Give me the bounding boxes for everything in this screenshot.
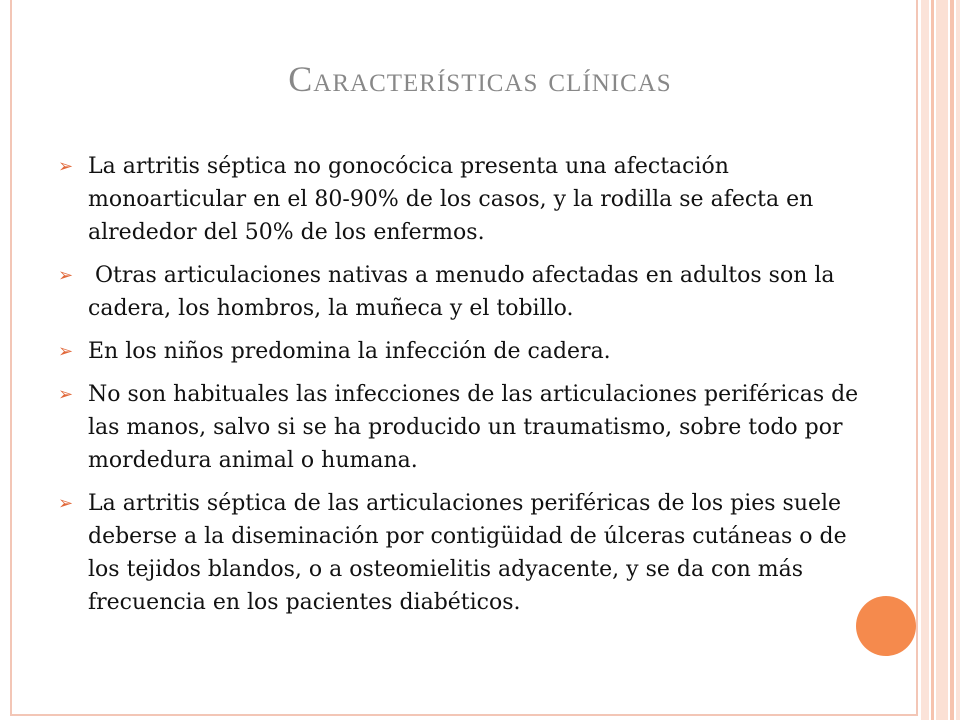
bullet-text: La artritis séptica no gonocócica presenta una afectación monoarticular en el 80-90% de los casos, y la rodilla se afecta en alrededor del 50% de los enfermos. — [88, 154, 814, 245]
bullet-text: Otras articulaciones nativas a menudo afectadas en adultos son la cadera, los hombros, la muñeca y el tobillo. — [88, 263, 842, 321]
bullet-list — [56, 150, 876, 629]
arrowhead-right-icon: ➢ — [58, 265, 74, 286]
bullet-item — [56, 150, 876, 249]
arrowhead-right-icon: ➢ — [58, 156, 74, 177]
bullet-item — [56, 259, 876, 325]
bullet-text: La artritis séptica de las articulaciones periféricas de los pies suele deberse a la diseminación por contigüidad de úlceras cutáneas o de los tejidos blandos, o a osteomielitis adyacente, y se da con más frecuencia en los pacientes diabéticos. — [88, 491, 847, 615]
decorative-stripe — [936, 0, 948, 720]
slide-title: Características clínicas — [288, 59, 672, 99]
decorative-stripe — [956, 0, 960, 720]
bullet-item — [56, 335, 876, 368]
bullet-text: En los niños predomina la infección de cadera. — [88, 339, 611, 364]
arrowhead-right-icon: ➢ — [58, 493, 74, 514]
bullet-text: No son habituales las infecciones de las articulaciones periféricas de las manos, salvo si se ha producido un traumatismo, sobre todo por mordedura animal o humana. — [88, 382, 859, 473]
accent-circle — [856, 596, 916, 656]
decorative-stripe — [921, 0, 929, 720]
decorative-stripe — [931, 0, 934, 720]
arrowhead-right-icon: ➢ — [58, 341, 74, 362]
bullet-item — [56, 487, 876, 619]
bullet-item — [56, 378, 876, 477]
decorative-stripe — [950, 0, 954, 720]
arrowhead-right-icon: ➢ — [58, 384, 74, 405]
